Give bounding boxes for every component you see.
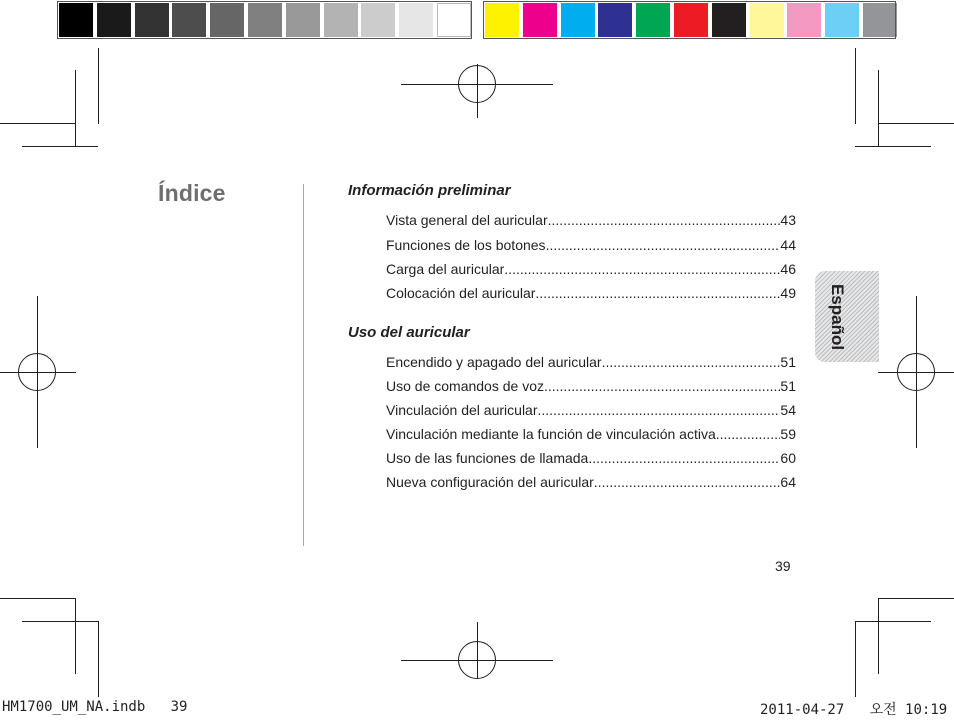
toc-entry[interactable]: Uso de comandos de voz ..... 51 [386, 377, 796, 395]
toc-entry[interactable]: Funciones de los botones ..... 44 [386, 236, 796, 254]
crop-mark [22, 146, 98, 147]
crop-mark [855, 146, 931, 147]
section-heading-uso: Uso del auricular [348, 324, 470, 341]
toc-entry[interactable]: Encendido y apagado del auricular ..... 51 [386, 353, 796, 371]
toc-entry[interactable]: Vinculación del auricular ..... 54 [386, 401, 796, 419]
color-bar-frame [57, 1, 472, 39]
toc-entry[interactable]: Carga del auricular ..... 46 [386, 260, 796, 278]
crop-mark [0, 598, 76, 599]
crop-mark [878, 123, 954, 124]
color-bar-frame [483, 1, 896, 39]
slug-timestamp: 2011-04-27 오전 10:19 [760, 702, 948, 718]
toc-entry[interactable]: Vinculación mediante la función de vinculación activa ..... 59 [386, 425, 796, 443]
toc-entry[interactable]: Nueva configuración del auricular ..... 64 [386, 473, 796, 491]
page-title: Índice [158, 180, 226, 206]
crop-mark [98, 48, 99, 124]
crop-mark [878, 598, 954, 599]
section-heading-informacion: Información preliminar [348, 182, 511, 199]
crop-mark [878, 598, 879, 674]
crop-mark [878, 70, 879, 146]
toc-entry[interactable]: Vista general del auricular ..... 43 [386, 211, 796, 229]
crop-mark [0, 123, 76, 124]
crop-mark [98, 621, 99, 697]
crop-mark [75, 70, 76, 146]
toc-entry[interactable]: Colocación del auricular ..... 49 [386, 284, 796, 302]
page-number: 39 [775, 558, 791, 574]
vertical-divider [303, 184, 304, 546]
crop-mark [855, 48, 856, 124]
crop-mark [22, 621, 98, 622]
toc-entry[interactable]: Uso de las funciones de llamada ..... 60 [386, 449, 796, 467]
crop-mark [75, 598, 76, 674]
slug-file: HM1700_UM_NA.indb 39 [2, 699, 188, 715]
language-tab-label: Español [828, 283, 847, 351]
crop-mark [855, 621, 931, 622]
crop-mark [855, 621, 856, 697]
